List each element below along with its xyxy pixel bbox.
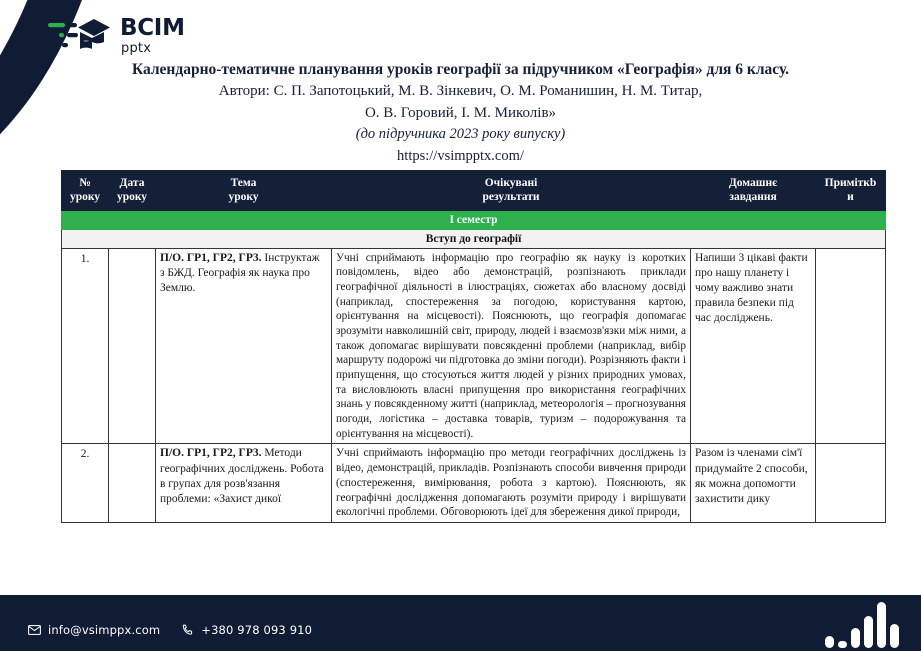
footer-contact-info [28, 623, 312, 637]
brand-logo [46, 16, 185, 56]
authors-line-2: О. В. Горовий, І. М. Миколів» [364, 104, 557, 121]
lesson-planning-table [61, 170, 886, 523]
cell-lesson-number: 1. [62, 248, 109, 444]
envelope-icon [28, 625, 41, 635]
page-title: Календарно-тематичне планування уроків географії за підручником «Географія» для 6 класу. [131, 61, 790, 78]
cell-lesson-topic [156, 444, 332, 522]
cell-lesson-date [109, 248, 156, 444]
footer-phone[interactable]: +380 978 093 910 [201, 623, 313, 637]
topic-text: Інструктаж з БЖД. Географія як наука про Землю. [160, 251, 320, 295]
column-header-homework: Домашнє завдання [691, 171, 816, 211]
semester-banner-row [62, 210, 886, 229]
cell-homework: Напиши 3 цікаві факти про нашу планету і чому важливо знати правила безпеки під час досліджень. [691, 248, 816, 444]
topic-code: П/О. ГР1, ГР2, ГР3. [160, 251, 262, 264]
authors-line-1: Автори: С. П. Запотоцький, М. В. Зінкевич, О. М. Романишин, Н. М. Титар, [218, 82, 703, 99]
cell-notes [816, 248, 886, 444]
column-header-number: № уроку [62, 171, 109, 211]
section-title-row [62, 229, 886, 248]
cell-lesson-date [109, 444, 156, 522]
cell-notes [816, 444, 886, 522]
cell-expected-results: Учні сприймають інформацію про географію як науку із коротких повідомлень, відео або демонстрацій, розпізнають приклади географічної діяльності в ілюстраціях, сюжетах або власному досвіді (наприклад, спостереження за погодою, користування картою, орієнтування на місцевості). Пояснюють, що географія допомагає зрозуміти навколишній світ, природу, людей і взаємозв'язки між ними, а також допомагає вирішувати повсякденні проблеми (наприклад, вибір маршруту подорожі чи підготовка до зміни погоди). Розрізняють факти і припущення, що стосуються життя людей у різних природних умовах, та висловлюють власні припущення про використання географічних знань у повсякденному житті (наприклад, метеорологія – прогнозування погоди, логістика – доставка товарів, туризм – подорожування та орієнтування на місцевості). [332, 248, 691, 444]
logo-brand-text: ВСІМ [120, 15, 185, 41]
column-header-notes: Приміткb и [816, 171, 886, 211]
section-label: Вступ до географії [62, 229, 886, 248]
cell-lesson-number: 2. [62, 444, 109, 522]
semester-label: І семестр [62, 210, 886, 229]
topic-text: Методи географічних досліджень. Робота в групах для розв'язання проблеми: «Захист дикої [160, 447, 324, 505]
cell-expected-results: Учні сприймають інформацію про методи географічних досліджень із відео, демонстрацій, прикладів. Розпізнають способи вивчення природи (спостереження, вимірювання, робота з картою). Пояснюють, як географічні дослідження допомагають розуміти природу і вирішувати екологічні проблеми. Обговорюють ідеї для збереження дикої природи, [332, 444, 691, 522]
bar-chart-icon [825, 596, 899, 648]
table-row [62, 444, 886, 522]
graduation-cap-icon [46, 16, 112, 56]
table-row [62, 248, 886, 444]
footer-email[interactable]: info@vsimppx.com [48, 623, 161, 637]
column-header-results: Очікувані результати [332, 171, 691, 211]
phone-icon [182, 624, 194, 636]
cell-lesson-topic [156, 248, 332, 444]
topic-code: П/О. ГР1, ГР2, ГР3. [160, 447, 262, 460]
table-header-row [62, 171, 886, 211]
source-url: https://vsimpptx.com/ [397, 148, 524, 165]
cell-homework: Разом із членами сім'ї придумайте 2 способи, як можна допомогти захистити дику [691, 444, 816, 522]
column-header-date: Дата уроку [109, 171, 156, 211]
edition-note: (до підручника 2023 року випуску) [355, 126, 566, 143]
logo-sub-text: pptx [121, 41, 152, 56]
column-header-topic: Тема уроку [156, 171, 332, 211]
document-title-block [0, 60, 921, 168]
